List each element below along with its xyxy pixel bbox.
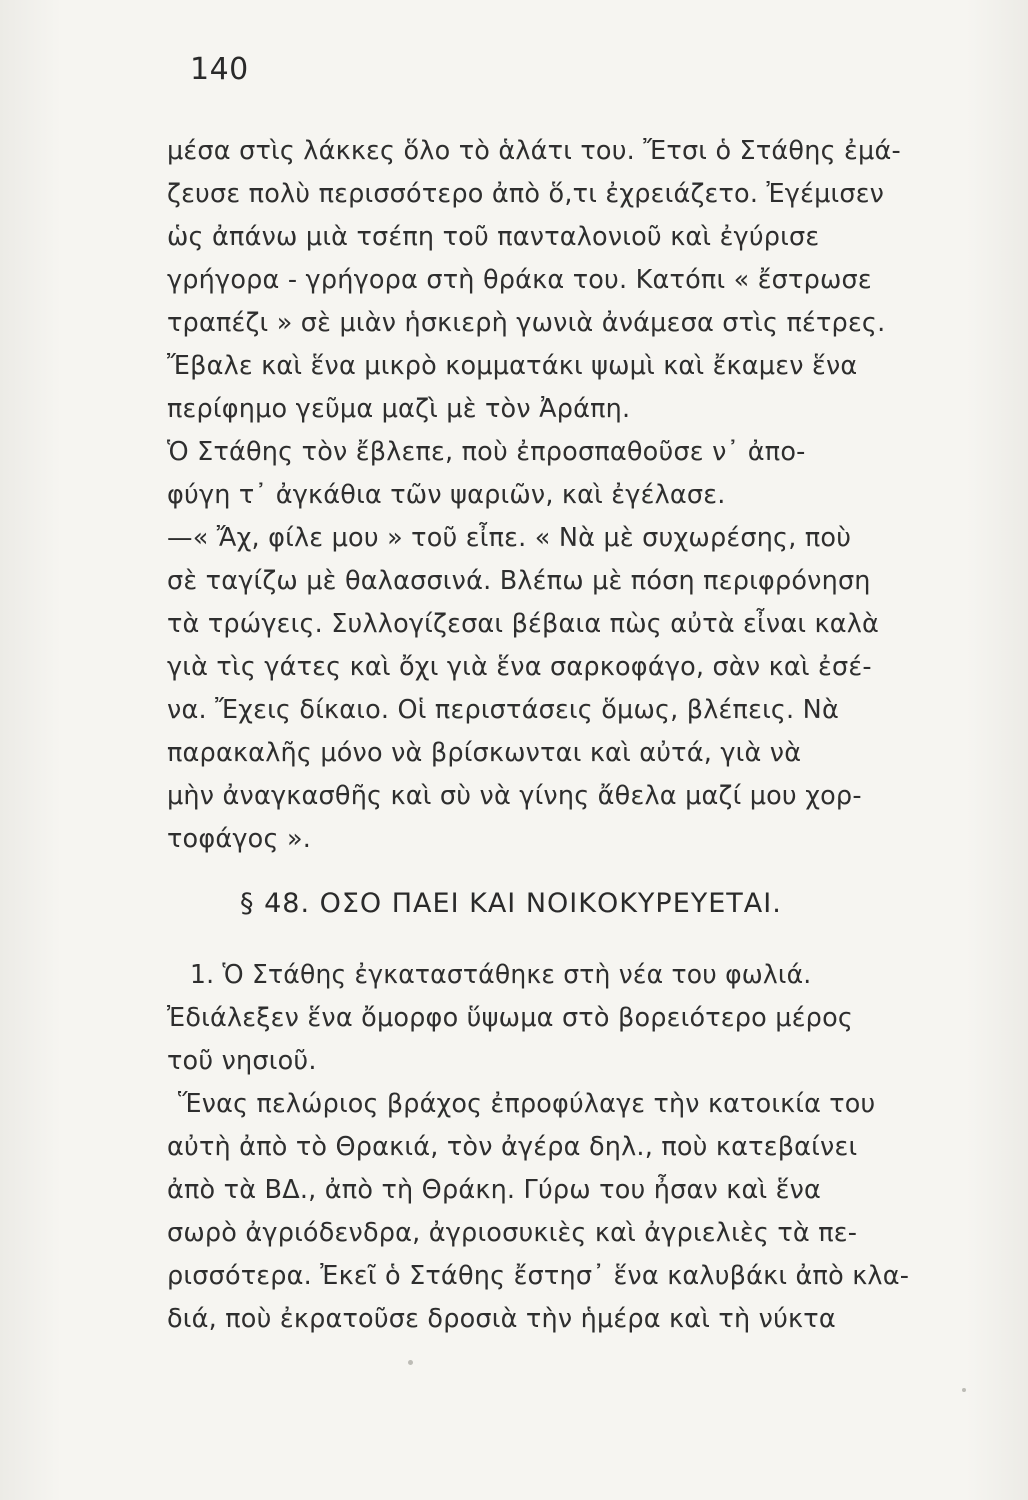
text-line: ρισσότερα. Ἐκεῖ ὁ Στάθης ἔστησ᾽ ἕνα καλυβάκι ἀπὸ κλα- [167, 1261, 910, 1291]
text-line: τὰ τρώγεις. Συλλογίζεσαι βέβαια πὼς αὐτὰ εἶναι καλὰ [167, 609, 879, 639]
text-line: γιὰ τὶς γάτες καὶ ὄχι γιὰ ἕνα σαρκοφάγο, σὰν καὶ ἐσέ- [167, 652, 872, 682]
text-line: ἀπὸ τὰ ΒΔ., ἀπὸ τὴ Θράκη. Γύρω του ἦσαν καὶ ἕνα [167, 1175, 822, 1205]
text-line: 1. Ὁ Στάθης ἐγκαταστάθηκε στὴ νέα του φωλιά. [190, 960, 812, 990]
section-heading: § 48. ΟΣΟ ΠΑΕΙ ΚΑΙ ΝΟΙΚΟΚΥΡΕΥΕΤΑΙ. [240, 888, 782, 919]
text-line: μέσα στὶς λάκκες ὅλο τὸ ἁλάτι του. Ἔτσι ὁ Στάθης ἐμά- [167, 136, 901, 166]
text-line: περίφημο γεῦμα μαζὶ μὲ τὸν Ἀράπη. [167, 394, 631, 424]
text-line: Ὁ Στάθης τὸν ἔβλεπε, ποὺ ἐπροσπαθοῦσε ν᾽ ἀπο- [167, 437, 806, 467]
text-line: ὡς ἀπάνω μιὰ τσέπη τοῦ πανταλονιοῦ καὶ ἐγύρισε [167, 222, 820, 252]
text-line: γρήγορα - γρήγορα στὴ θράκα του. Κατόπι « ἔστρωσε [167, 265, 872, 295]
text-line: τοῦ νησιοῦ. [167, 1046, 317, 1076]
text-line: σὲ ταγίζω μὲ θαλασσινά. Βλέπω μὲ πόση περιφρόνηση [167, 566, 871, 596]
page-number: 140 [190, 52, 249, 87]
text-line: Ἐδιάλεξεν ἕνα ὄμορφο ὕψωμα στὸ βορειότερο μέρος [167, 1003, 854, 1033]
text-line: Ἕνας πελώριος βράχος ἐπροφύλαγε τὴν κατοικία του [178, 1089, 876, 1119]
text-line: αὐτὴ ἀπὸ τὸ Θρακιά, τὸν ἀγέρα δηλ., ποὺ κατεβαίνει [167, 1132, 858, 1162]
text-line: διά, ποὺ ἐκρατοῦσε δροσιὰ τὴν ἡμέρα καὶ τὴ νύκτα [167, 1304, 836, 1334]
paper-speck [962, 1388, 966, 1392]
text-line: φύγη τ᾽ ἀγκάθια τῶν ψαριῶν, καὶ ἐγέλασε. [167, 480, 726, 510]
text-line: να. Ἔχεις δίκαιο. Οἱ περιστάσεις ὅμως, βλέπεις. Νὰ [167, 695, 839, 725]
text-line: σωρὸ ἀγριόδενδρα, ἀγριοσυκιὲς καὶ ἀγριελιὲς τὰ πε- [167, 1218, 858, 1248]
text-line: τοφάγος ». [167, 824, 312, 854]
text-line: —« Ἄχ, φίλε μου » τοῦ εἶπε. « Νὰ μὲ συχωρέσης, ποὺ [167, 523, 852, 553]
paper-speck [408, 1360, 413, 1365]
text-line: μὴν ἀναγκασθῆς καὶ σὺ νὰ γίνης ἄθελα μαζί μου χορ- [167, 781, 862, 811]
text-line: τραπέζι » σὲ μιὰν ἡσκιερὴ γωνιὰ ἀνάμεσα στὶς πέτρες. [167, 308, 886, 338]
text-line: παρακαλῆς μόνο νὰ βρίσκωνται καὶ αὐτά, γιὰ νὰ [167, 738, 802, 768]
text-line: ζευσε πολὺ περισσότερο ἀπὸ ὅ,τι ἐχρειάζετο. Ἐγέμισεν [167, 179, 885, 209]
text-line: Ἔβαλε καὶ ἕνα μικρὸ κομματάκι ψωμὶ καὶ ἔκαμεν ἕνα [167, 351, 858, 381]
